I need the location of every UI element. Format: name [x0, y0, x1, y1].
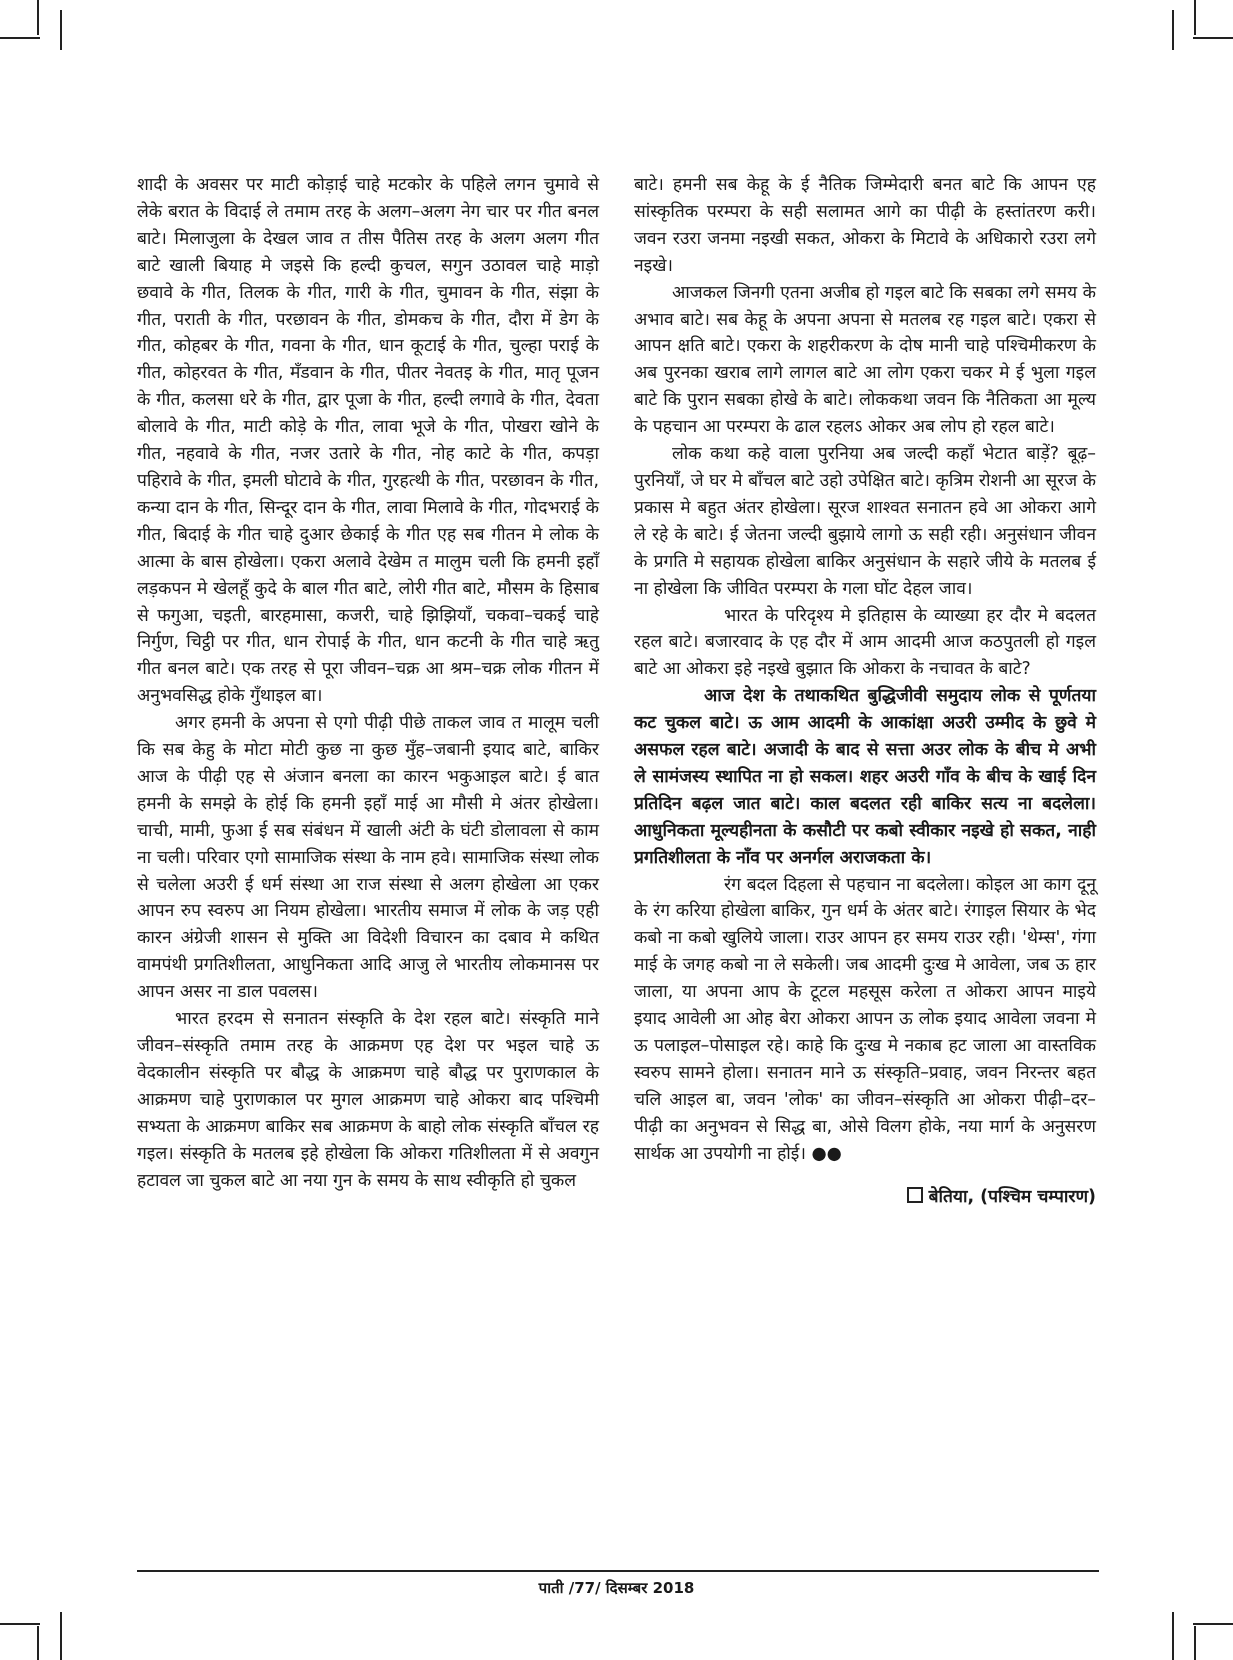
left-column — [137, 172, 599, 1194]
right-column — [634, 172, 1096, 1210]
crop-mark — [60, 10, 62, 50]
paragraph: अगर हमनी के अपना से एगो पीढ़ी पीछे ताकल जाव त मालूम चली कि सब केहु के मोटा मोटी कुछ ना कुछ मुँह–जबानी इयाद बाटे, बाकिर आज के पीढ़ी एह से अंजान बनला का कारन भकुआइल बाटे। ई बात हमनी के समझे के होई कि हमनी इहाँ माई आ मौसी मे अंतर होखेला। चाची, मामी, फुआ ई सब संबंधन में खाली अंटी के घंटी डोलावला से काम ना चली। परिवार एगो सामाजिक संस्था के नाम हवे। सामाजिक संस्था लोक से चलेला अउरी ई धर्म संस्था आ राज संस्था से अलग होखेला आ एकर आपन रुप स्वरुप आ नियम होखेला। भारतीय समाज में लोक के जड़ एही कारन अंग्रेजी शासन से मुक्ति आ विदेशी विचारन का दबाव मे कथित वामपंथी प्रगतिशीलता, आधुनिकता आदि आजु ले भारतीय लोकमानस पर आपन असर ना डाल पवलस। — [137, 713, 599, 1003]
paragraph: बाटे। हमनी सब केहू के ई नैतिक जिम्मेदारी बनत बाटे कि आपन एह सांस्कृतिक परम्परा के सही सलामत आगे का पीढ़ी के हस्तांतरण करी। जवन रउरा जनमा नइखी सकत, ओकरा के मिटावे के अधिकारो रउरा लगे नइखे। — [634, 175, 1096, 276]
crop-mark — [0, 1623, 40, 1625]
page-footer: पाती /77/ दिसम्बर 2018 — [538, 1579, 695, 1597]
paragraph: आजकल जिनगी एतना अजीब हो गइल बाटे कि सबका लगे समय के अभाव बाटे। सब केहू के अपना अपना से मतलब रह गइल बाटे। एकरा से आपन क्षति बाटे। एकरा के शहरीकरण के दोष मानी चाहे पश्चिमीकरण के अब पुरनका खराब लागे लागल बाटे आ लोग एकरा चकर मे ई भुला गइल बाटे कि पुरान सबका होखे के बाटे। लोककथा जवन कि नैतिकता आ मूल्य के पहचान आ परम्परा के ढाल रहलऽ ओकर अब लोप हो रहल बाटे। — [634, 282, 1096, 438]
paragraph: शादी के अवसर पर माटी कोड़ाई चाहे मटकोर के पहिले लगन चुमावे से लेके बरात के विदाई ले तमाम तरह के अलग–अलग नेग चार पर गीत बनल बाटे। मिलाजुला के देखल जाव त तीस पैतिस तरह के अलग अलग गीत बाटे खाली बियाह मे जइसे कि हल्दी कुचल, सगुन उठावल चाहे माड़ो छवावे के गीत, तिलक के गीत, गारी के गीत, चुमावन के गीत, संझा के गीत, पराती के गीत, परछावन के गीत, डोमकच के गीत, दौरा में डेग के गीत, कोहबर के गीत, गवना के गीत, धान कूटाई के गीत, चुल्हा पराई के गीत, कोहरवत के गीत, मँडवान के गीत, पीतर नेवतइ के गीत, मातृ पूजन के गीत, कलसा धरे के गीत, द्वार पूजा के गीत, हल्दी लगावे के गीत, देवता बोलावे के गीत, माटी कोड़े के गीत, लावा भूजे के गीत, पोखरा खोने के गीत, नहवावे के गीत, नजर उतारे के गीत, नोह काटे के गीत, कपड़ा पहिरावे के गीत, इमली घोटावे के गीत, गुरहत्थी के गीत, परछावन के गीत, कन्या दान के गीत, सिन्दूर दान के गीत, लावा मिलावे के गीत, गोदभराई के गीत, बिदाई के गीत चाहे दुआर छेकाई के गीत एह सब गीतन मे लोक के आत्मा के बास होखेला। एकरा अलावे देखेम त मालुम चली कि हमनी इहाँ लड़कपन मे खेलहूँ कुदे के बाल गीत बाटे, लोरी गीत बाटे, मौसम के हिसाब से फगुआ, चइती, बारहमासा, कजरी, चाहे झिझियाँ, चकवा–चकई चाहे निर्गुण, चिट्ठी पर गीत, धान रोपाई के गीत, धान कटनी के गीत चाहे ऋतु गीत बनल बाटे। एक तरह से पूरा जीवन–चक्र आ श्रम–चक्र लोक गीतन में अनुभवसिद्ध होके गुँथाइल बा। — [137, 175, 599, 707]
crop-mark — [1194, 1626, 1196, 1660]
crop-mark — [1194, 0, 1196, 35]
paragraph: भारत के परिदृश्य मे इतिहास के व्याख्या हर दौर मे बदलत रहल बाटे। बजारवाद के एह दौर में आम आदमी आज कठपुतली हो गइल बाटे आ ओकरा इहे नइखे बुझात कि ओकरा के नचावत के बाटे? — [634, 605, 1096, 680]
crop-mark — [1193, 1623, 1233, 1625]
paragraph: रंग बदल दिहला से पहचान ना बदलेला। कोइल आ काग दूनू के रंग करिया होखेला बाकिर, गुन धर्म के अंतर बाटे। रंगाइल सियार के भेद कबो ना कबो खुलिये जाला। राउर आपन हर समय राउर रही। 'थेम्स', गंगा माई के जगह कबो ना ले सकेली। जब आदमी दुःख मे आवेला, जब ऊ हार जाला, या अपना आप के टूटल महसूस करेला त ओकरा आपन माइये इयाद आवेली आ ओह बेरा ओकरा आपन ऊ लोक इयाद आवेला जवना मे ऊ पलाइल–पोसाइल रहे। काहे कि दुःख मे नकाब हट जाला आ वास्तविक स्वरुप सामने होला। सनातन माने ऊ संस्कृति–प्रवाह, जवन निरन्तर बहत चलि आइल बा, जवन 'लोक' का जीवन–संस्कृति आ ओकरा पीढ़ी–दर–पीढ़ी का अनुभवन से सिद्ध बा, ओसे विलग होके, नया मार्ग के अनुसरण सार्थक आ उपयोगी ना होई। ●● — [634, 874, 1096, 1164]
paragraph: भारत हरदम से सनातन संस्कृति के देश रहल बाटे। संस्कृति माने जीवन–संस्कृति तमाम तरह के आक्रमण एह देश पर भइल चाहे ऊ वेदकालीन संस्कृति पर बौद्ध के आक्रमण चाहे बौद्ध पर पुराणकाल के आक्रमण चाहे पुराणकाल पर मुगल आक्रमण चाहे ओकरा बाद पश्चिमी सभ्यता के आक्रमण बाकिर सब आक्रमण के बाहो लोक संस्कृति बाँचल रह गइल। संस्कृति के मतलब इहे होखेला कि ओकरा गतिशीलता में से अवगुन हटावल जा चुकल बाटे आ नया गुन के समय के साथ स्वीकृति हो चुकल — [137, 1009, 599, 1191]
crop-mark — [37, 0, 39, 35]
crop-mark — [60, 1612, 62, 1660]
paragraph: लोक कथा कहे वाला पुरनिया अब जल्दी कहाँ भेटात बाड़ें? बूढ़–पुरनियाँ, जे घर मे बाँचल बाटे उहो उपेक्षित बाटे। कृत्रिम रोशनी आ सूरज के प्रकास मे बहुत अंतर होखेला। सूरज शाश्वत सनातन हवे आ ओकरा आगे ले रहे के बाटे। ई जेतना जल्दी बुझाये लागो ऊ सही रही। अनुसंधान जीवन के प्रगति मे सहायक होखेला बाकिर अनुसंधान के सहारे जीये के मतलब ई ना होखेला कि जीवित परम्परा के गला घोंट देहल जाव। — [634, 444, 1097, 599]
crop-mark — [1172, 10, 1174, 50]
crop-mark — [1193, 37, 1233, 39]
crop-mark — [37, 1626, 39, 1660]
square-bullet-icon — [907, 1187, 923, 1203]
crop-mark — [0, 37, 40, 39]
signature-text: बेतिया, (पश्चिम चम्पारण) — [928, 1186, 1096, 1207]
bold-paragraph: आज देश के तथाकथित बुद्धिजीवी समुदाय लोक से पूर्णतया कट चुकल बाटे। ऊ आम आदमी के आकांक्षा अउरी उम्मीद के छुवे मे असफल रहल बाटे। अजादी के बाद से सत्ता अउर लोक के बीच मे अभी ले सामंजस्य स्थापित ना हो सकल। शहर अउरी गाँव के बीच के खाई दिन प्रतिदिन बढ़ल जात बाटे। काल बदलत रही बाकिर सत्य ना बदलेला। आधुनिकता मूल्यहीनता के कसौटी पर कबो स्वीकार नइखे हो सकत, नाही प्रगतिशीलता के नाँव पर अनर्गल अराजकता के। — [634, 686, 1096, 868]
crop-mark — [1172, 1612, 1174, 1660]
footer-rule — [137, 1570, 1099, 1572]
author-signature — [634, 1184, 1096, 1211]
